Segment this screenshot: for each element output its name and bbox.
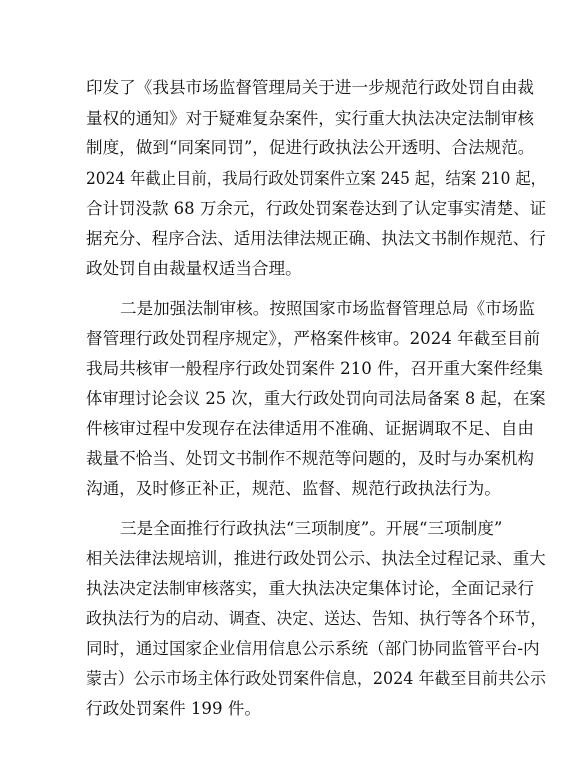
paragraph-2-line-7: 沟通，及时修正补正，规范、监督、规范行政执法行为。 <box>86 479 501 498</box>
paragraph-1-line-6: 据充分、程序合法、适用法律法规正确、执法文书制作规范、行 <box>86 229 546 248</box>
paragraph-2-line-6: 裁量不恰当、处罚文书制作不规范等问题的，及时与办案机构 <box>86 449 535 468</box>
paragraph-2-line-4: 体审理讨论会议 25 次，重大行政处罚向司法局备案 8 起，在案 <box>86 389 546 408</box>
paragraph-2-line-3: 我局共核审一般程序行政处罚案件 210 件，召开重大案件经集 <box>86 359 544 378</box>
paragraph-1-line-1: 印发了《我县市场监督管理局关于进一步规范行政处罚自由裁 <box>86 78 535 97</box>
paragraph-1-line-2: 量权的通知》对于疑难复杂案件，实行重大执法决定法制审核 <box>86 109 535 128</box>
paragraph-1-line-5: 合计罚没款 68 万余元，行政处罚案卷达到了认定事实清楚、证 <box>86 199 547 218</box>
paragraph-1-line-7: 政处罚自由裁量权适当合理。 <box>86 259 302 278</box>
paragraph-1-line-3: 制度，做到“同案同罚”，促进行政执法公开透明、合法规范。 <box>86 138 535 157</box>
paragraph-2-line-1: 二是加强法制审核。按照国家市场监督管理总局《市场监 <box>120 299 535 318</box>
paragraph-2-line-5: 件核审过程中发现存在法律适用不准确、证据调取不足、自由 <box>86 419 535 438</box>
paragraph-3-line-5: 同时，通过国家企业信用信息公示系统（部门协同监管平台-内 <box>86 639 540 658</box>
paragraph-3-line-1: 三是全面推行行政执法“三项制度”。开展“三项制度” <box>120 519 503 538</box>
paragraph-3-line-2: 相关法律法规培训，推进行政处罚公示、执法全过程记录、重大 <box>86 549 546 568</box>
paragraph-3-line-3: 执法决定法制审核落实，重大执法决定集体讨论，全面记录行 <box>86 579 535 598</box>
paragraph-2-line-2: 督管理行政处罚程序规定》，严格案件核审。2024 年截至目前 <box>86 329 541 348</box>
paragraph-1-line-4: 2024 年截止目前，我局行政处罚案件立案 245 起，结案 210 起， <box>86 169 547 188</box>
paragraph-3-line-4: 政执法行为的启动、调查、决定、送达、告知、执行等各个环节， <box>86 609 547 628</box>
paragraph-3-line-7: 行政处罚案件 199 件。 <box>86 699 261 718</box>
paragraph-3-line-6: 蒙古）公示市场主体行政处罚案件信息，2024 年截至目前共公示 <box>86 669 546 688</box>
